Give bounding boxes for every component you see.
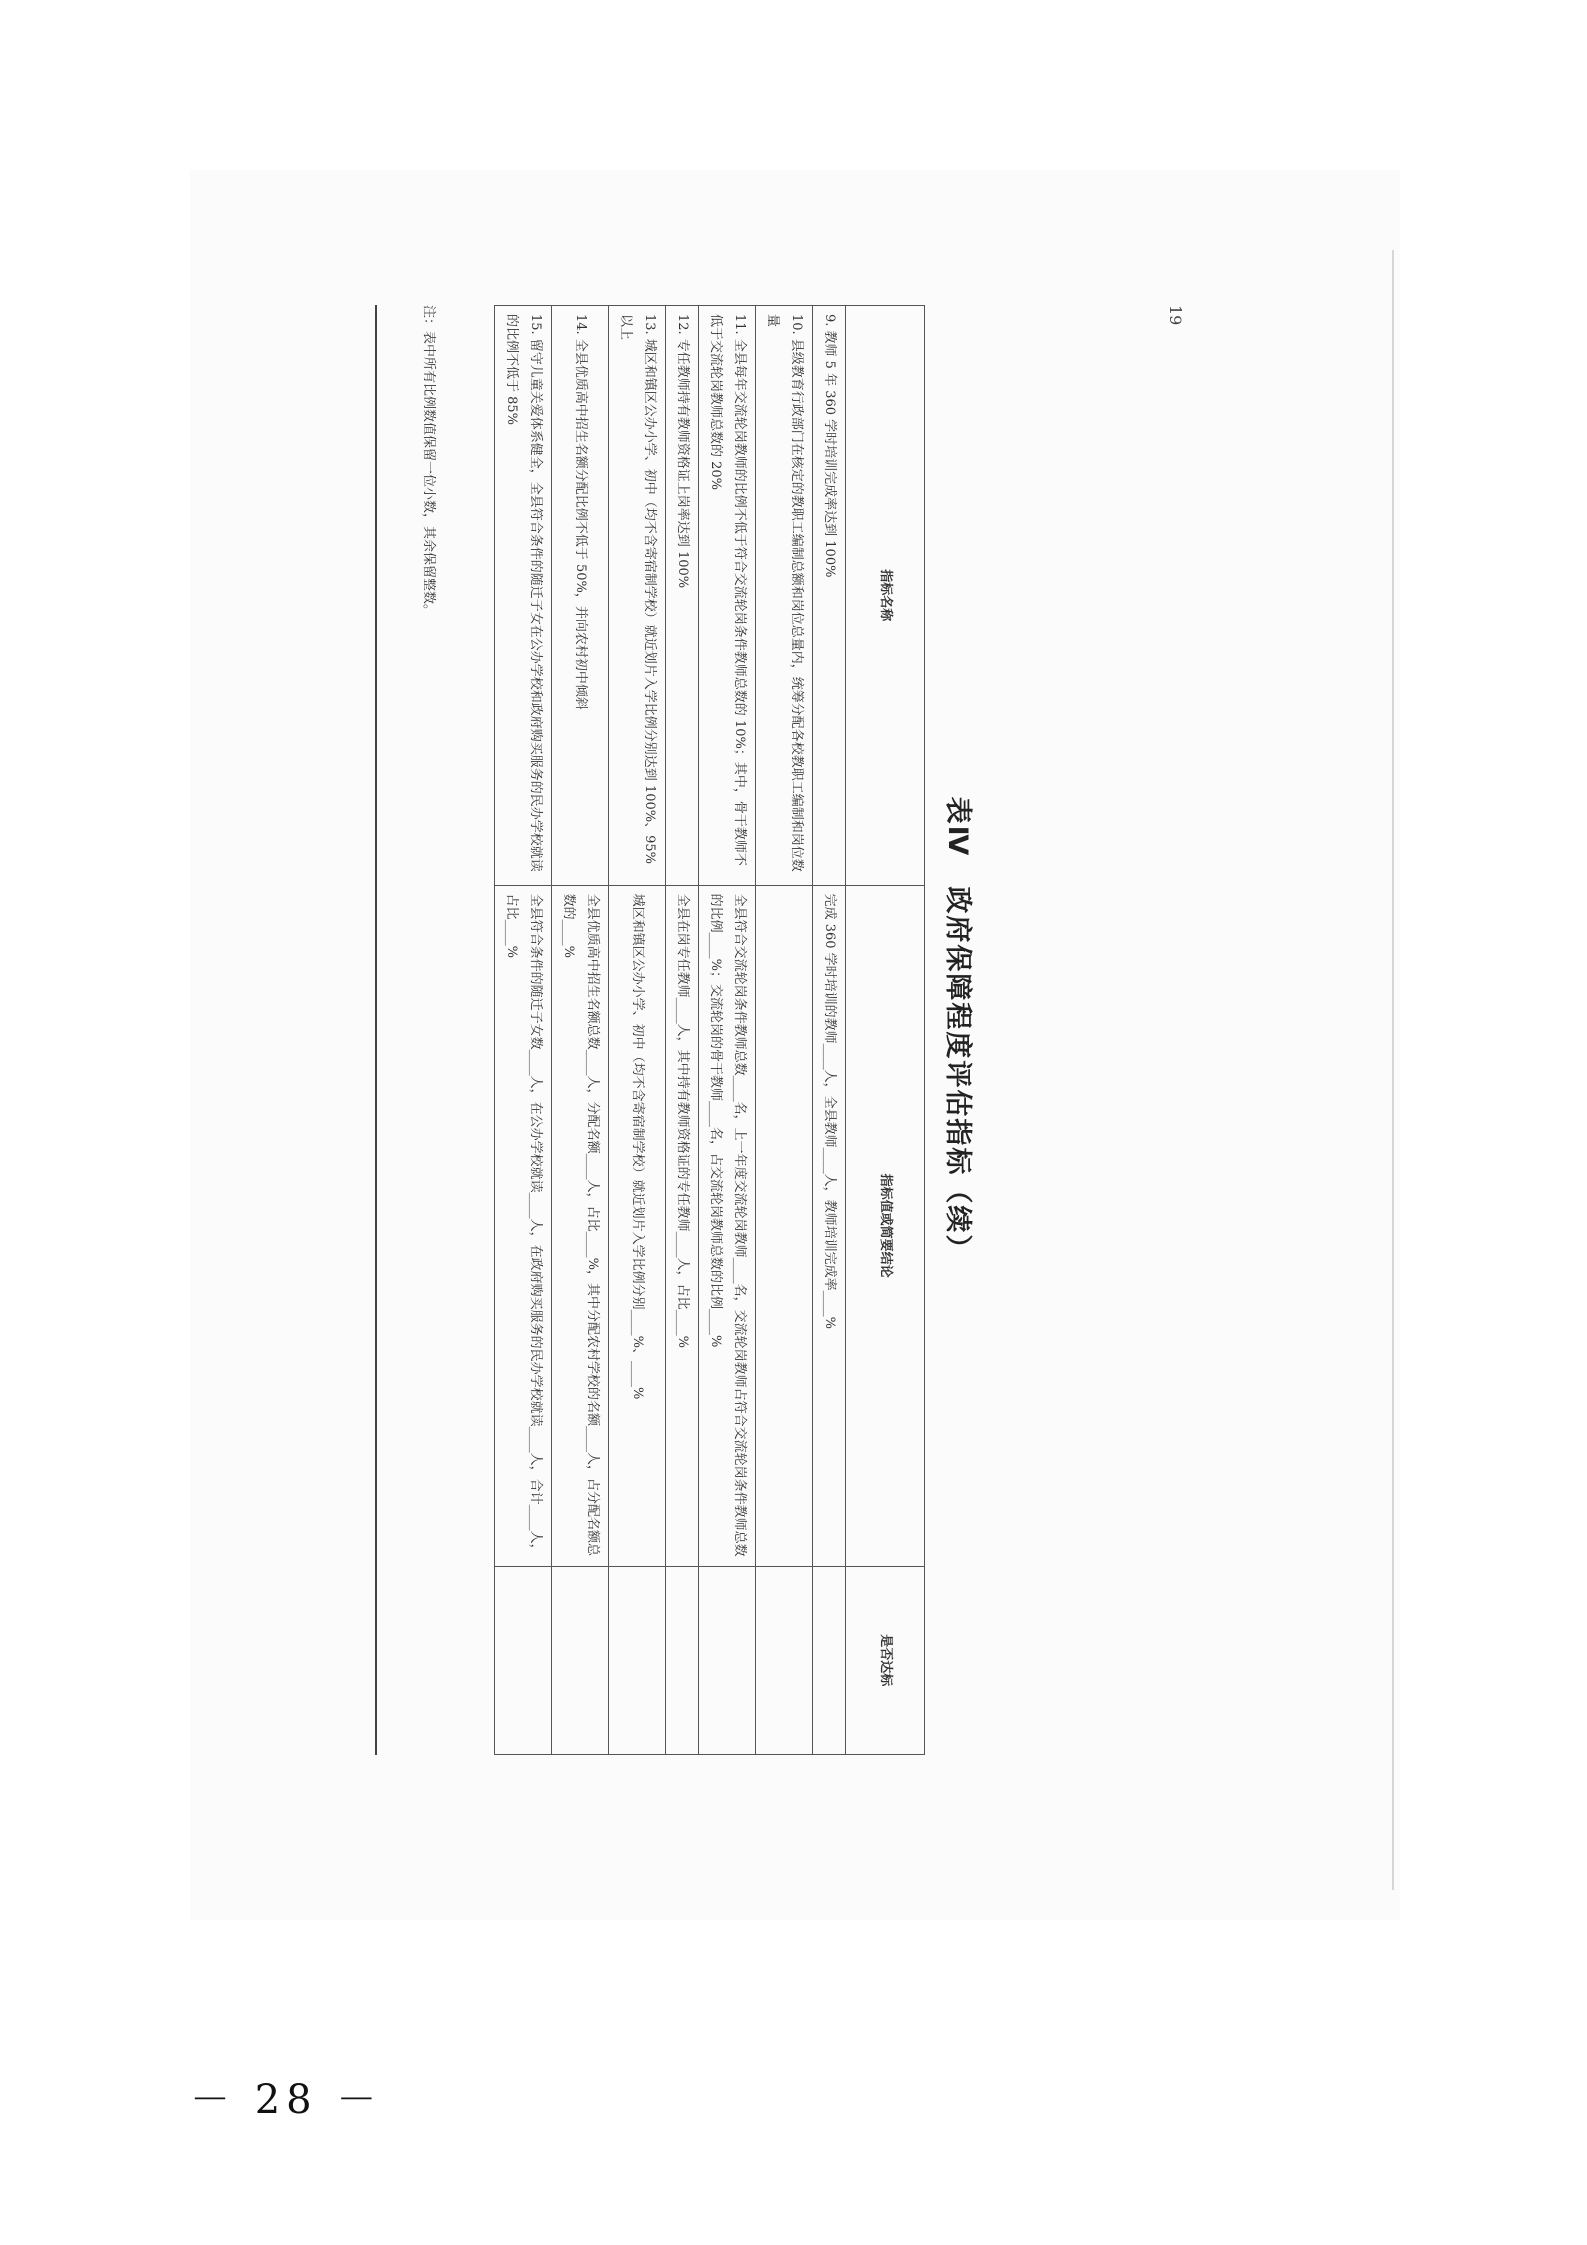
indicator-name-cell: 15. 留守儿童关爱体系健全，全县符合条件的随迁子女在公办学校和政府购买服务的民办学校就读的比例不低于 85% <box>495 306 552 886</box>
table-title: 表Ⅳ 政府保障程度评估指标（续） <box>942 796 973 1264</box>
indicator-value-cell: 完成 360 学时培训的教师____人，全县教师____人，教师培训完成率____% <box>813 885 846 1566</box>
indicator-name-cell: 9. 教师 5 年 360 学时培训完成率达到 100% <box>813 306 846 886</box>
table-row <box>609 306 666 1755</box>
indicator-name-cell: 10. 县级教育行政部门在核定的教职工编制总额和岗位总量内，统筹分配各校教职工编制和岗位数量 <box>756 306 813 886</box>
indicator-value-cell: 全县在岗专任教师____人，其中持有教师资格证的专任教师____人，占比____% <box>666 885 699 1566</box>
table-row <box>813 306 846 1755</box>
indicator-name-cell: 14. 全县优质高中招生名额分配比例不低于 50%，并向农村初中倾斜 <box>552 306 609 886</box>
indicator-name-cell: 13. 城区和镇区公办小学、初中（均不含寄宿制学校）就近划片入学比例分别达到 100%、95%以上 <box>609 306 666 886</box>
table-row <box>495 306 552 1755</box>
table-row <box>666 306 699 1755</box>
page-rule <box>375 305 377 1755</box>
indicator-name-cell: 11. 全县每年交流轮岗教师的比例不低于符合交流轮岗条件教师总数的 10%；其中，骨干教师不低于交流轮岗教师总数的 20% <box>699 306 756 886</box>
indicator-value-cell: 全县优质高中招生名额总数____人，分配名额____人，占比____%，其中分配农村学校的名额____人，占分配名额总数的____% <box>552 885 609 1566</box>
meets-standard-cell <box>609 1566 666 1754</box>
meets-standard-cell <box>666 1566 699 1754</box>
table-row <box>756 306 813 1755</box>
meets-standard-cell <box>813 1566 846 1754</box>
header-indicator-name: 指标名称 <box>846 306 925 886</box>
rotated-table-page <box>421 305 1185 1755</box>
indicator-value-cell <box>756 885 813 1566</box>
footer-page-number: － 28 － <box>190 2077 383 2123</box>
indicator-name-cell: 12. 专任教师持有教师资格证上岗率达到 100% <box>666 306 699 886</box>
scan-edge-line <box>1392 250 1394 1890</box>
indicator-value-cell: 全县符合交流轮岗条件教师总数____名，上一年度交流轮岗教师____名，交流轮岗教师占符合交流轮岗条件教师总数的比例____%；交流轮岗的骨干教师____名，占交流轮岗教师总数的比例____% <box>699 885 756 1566</box>
meets-standard-cell <box>552 1566 609 1754</box>
indicator-table <box>494 305 925 1755</box>
header-indicator-value: 指标值或简要结论 <box>846 885 925 1566</box>
indicator-value-cell: 全县符合条件的随迁子女数____人，在公办学校就读____人，在政府购买服务的民办学校就读____人，合计____人，占比____% <box>495 885 552 1566</box>
table-row <box>552 306 609 1755</box>
meets-standard-cell <box>699 1566 756 1754</box>
table-header-row <box>846 306 925 1755</box>
meets-standard-cell <box>495 1566 552 1754</box>
header-meets-standard: 是否达标 <box>846 1566 925 1754</box>
meets-standard-cell <box>756 1566 813 1754</box>
indicator-value-cell: 城区和镇区公办小学、初中（均不含寄宿制学校）就近划片入学比例分别____%、____% <box>609 885 666 1566</box>
table-note: 注：表中所有比例数值保留一位小数，其余保留整数。 <box>421 305 436 618</box>
side-page-number: 19 <box>1166 305 1185 326</box>
table-row <box>699 306 756 1755</box>
